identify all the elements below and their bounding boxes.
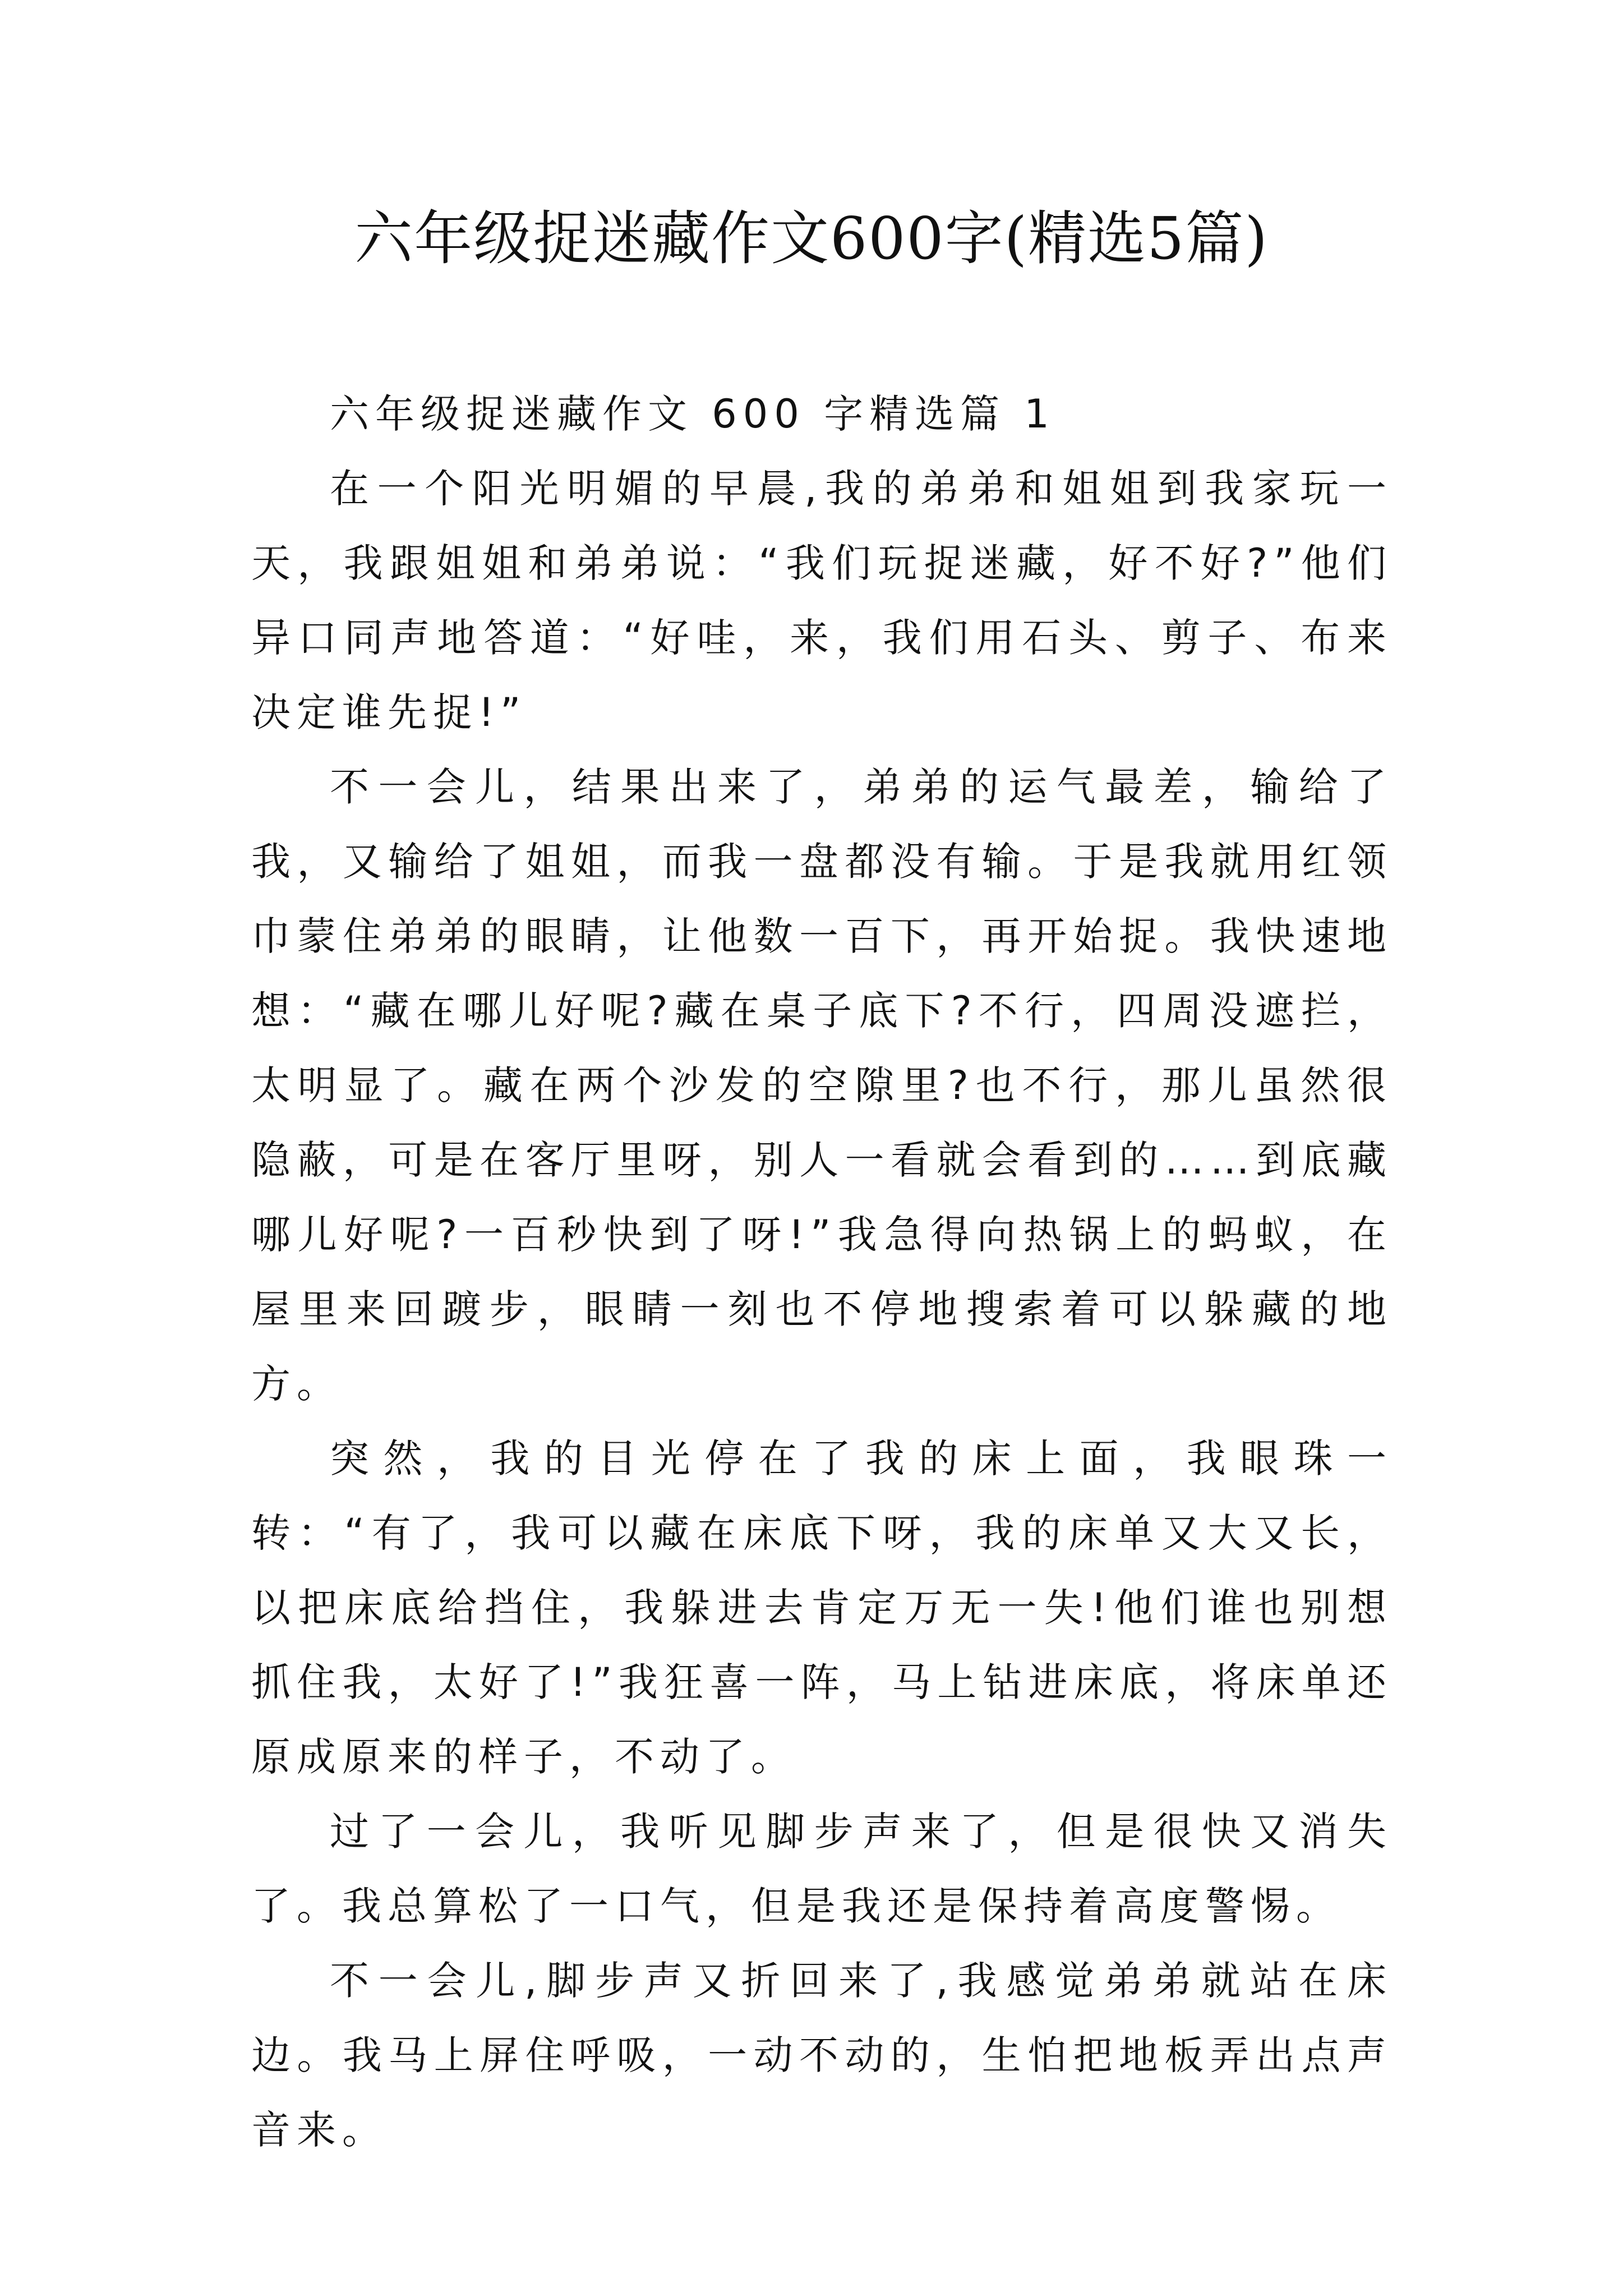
paragraph-4: 过了一会儿，我听见脚步声来了，但是很快又消失了。我总算松了一口气，但是我还是保持着高度警惕。 <box>251 1809 1393 1929</box>
paragraph-2: 不一会儿，结果出来了，弟弟的运气最差，输给了我，又输给了姐姐，而我一盘都没有输。于是我就用红领巾蒙住弟弟的眼睛，让他数一百下，再开始捉。我快速地想：“藏在哪儿好呢?藏在桌子底下?不行，四周没遮拦，太明显了。藏在两个沙发的空隙里?也不行，那儿虽然很隐蔽，可是在客厅里呀，别人一看就会看到的……到底藏哪儿好呢?一百秒快到了呀!”我急得向热锅上的蚂蚁，在屋里来回踱步，眼睛一刻也不停地搜索着可以躲藏的地方。 <box>251 764 1393 1407</box>
paragraph-1: 在一个阳光明媚的早晨,我的弟弟和姐姐到我家玩一天，我跟姐姐和弟弟说：“我们玩捉迷藏，好不好?”他们异口同声地答道：“好哇，来，我们用石头、剪子、布来决定谁先捉!” <box>251 466 1393 735</box>
paragraph-3: 突然，我的目光停在了我的床上面，我眼珠一转：“有了，我可以藏在床底下呀，我的床单又大又长，以把床底给挡住，我躲进去肯定万无一失!他们谁也别想抓住我，太好了!”我狂喜一阵，马上钻进床底，将床单还原成原来的样子，不动了。 <box>251 1435 1393 1780</box>
document-body <box>251 377 1393 2168</box>
document-title: 六年级捉迷藏作文600字(精选5篇) <box>354 204 1269 273</box>
section-heading: 六年级捉迷藏作文 600 字精选篇 1 <box>330 391 1055 437</box>
paragraph-5: 不一会儿,脚步声又折回来了,我感觉弟弟就站在床边。我马上屏住呼吸，一动不动的，生怕把地板弄出点声音来。 <box>251 1958 1393 2153</box>
